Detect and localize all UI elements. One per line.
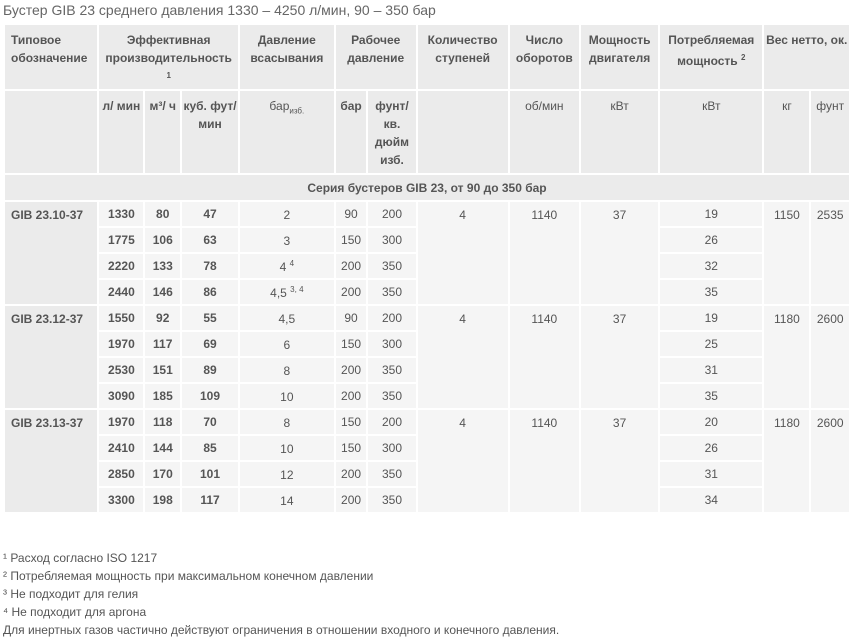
suction-cell [239, 253, 335, 279]
bar-cell: 200 [335, 253, 368, 279]
rpm-cell: 1140 [509, 305, 580, 409]
suction-value: 2 [283, 207, 291, 222]
power-cell: 25 [659, 331, 763, 357]
header-row [4, 24, 850, 90]
lmin-cell: 2850 [98, 461, 144, 487]
power-cell: 34 [659, 487, 763, 513]
power-cell: 26 [659, 227, 763, 253]
specs-table [3, 23, 851, 514]
psig-cell: 200 [367, 305, 416, 331]
suction-value: 4,5 [270, 285, 287, 300]
lmin-cell: 1970 [98, 331, 144, 357]
footnote: ¹ Расход согласно ISO 1217 [3, 551, 158, 565]
m3h-cell: 118 [144, 409, 181, 435]
unit-kg: кг [763, 90, 810, 174]
suction-cell [239, 201, 335, 227]
suction-value: 12 [280, 467, 294, 482]
footnote: ⁴ Не подходит для аргона [3, 605, 147, 619]
lmin-cell: 2220 [98, 253, 144, 279]
bar-cell: 200 [335, 357, 368, 383]
m3h-cell: 117 [144, 331, 181, 357]
weight-kg-cell: 1180 [763, 409, 810, 513]
col-header-working: Рабочее давление [335, 24, 417, 90]
model-cell: GIB 23.10-37 [4, 201, 98, 305]
unit-psig: фунт/ кв. дюйм изб. [367, 90, 416, 174]
power-cell: 31 [659, 461, 763, 487]
cfm-cell: 117 [181, 487, 239, 513]
power-cell: 26 [659, 435, 763, 461]
bar-cell: 200 [335, 383, 368, 409]
suction-value: 10 [280, 389, 294, 404]
lmin-cell: 1550 [98, 305, 144, 331]
unit-cell-empty [4, 90, 98, 174]
col-header-model: Типовое обозначение [4, 24, 98, 90]
rpm-cell: 1140 [509, 409, 580, 513]
psig-cell: 350 [367, 357, 416, 383]
lmin-cell: 2530 [98, 357, 144, 383]
unit-kw-consumed: кВт [659, 90, 763, 174]
table-row [4, 201, 850, 227]
rpm-cell: 1140 [509, 201, 580, 305]
unit-stages-empty [417, 90, 509, 174]
psig-cell: 300 [367, 331, 416, 357]
bar-cell: 200 [335, 279, 368, 305]
suction-cell [239, 227, 335, 253]
cfm-cell: 78 [181, 253, 239, 279]
psig-cell: 200 [367, 201, 416, 227]
stages-cell: 4 [417, 305, 509, 409]
col-header-suction: Давление всасывания [239, 24, 335, 90]
suction-value: 8 [283, 363, 291, 378]
m3h-cell: 92 [144, 305, 181, 331]
m3h-cell: 198 [144, 487, 181, 513]
m3h-cell: 133 [144, 253, 181, 279]
units-row [4, 90, 850, 174]
bar-cell: 150 [335, 435, 368, 461]
bar-cell: 150 [335, 227, 368, 253]
psig-cell: 350 [367, 279, 416, 305]
unit-bar-g: бар$_{изб.}$ [239, 90, 335, 174]
bar-cell: 90 [335, 305, 368, 331]
bar-cell: 90 [335, 201, 368, 227]
suction-cell [239, 331, 335, 357]
m3h-cell: 80 [144, 201, 181, 227]
unit-bar: бар [335, 90, 368, 174]
psig-cell: 200 [367, 409, 416, 435]
m3h-cell: 106 [144, 227, 181, 253]
suction-cell [239, 279, 335, 305]
groups-body [4, 201, 850, 513]
motor-cell: 37 [580, 305, 659, 409]
suction-cell [239, 461, 335, 487]
lmin-cell: 3300 [98, 487, 144, 513]
series-label: Серия бустеров GIB 23, от 90 до 350 бар [4, 174, 850, 201]
footnote: ³ Не подходит для гелия [3, 587, 139, 601]
power-cell: 32 [659, 253, 763, 279]
series-row [4, 174, 850, 201]
table-row [4, 305, 850, 331]
unit-lmin: л/ мин [98, 90, 144, 174]
suction-cell [239, 383, 335, 409]
suction-cell [239, 305, 335, 331]
suction-footnote-ref: 3, 4 [290, 284, 304, 294]
col-header-rpm: Число оборотов [509, 24, 580, 90]
psig-cell: 350 [367, 487, 416, 513]
stages-cell: 4 [417, 201, 509, 305]
lmin-cell: 1775 [98, 227, 144, 253]
psig-cell: 350 [367, 383, 416, 409]
cfm-cell: 86 [181, 279, 239, 305]
psig-cell: 350 [367, 461, 416, 487]
cfm-cell: 69 [181, 331, 239, 357]
suction-value: 4,5 [278, 311, 296, 326]
footnote: ² Потребляемая мощность при максимальном конечном давлении [3, 569, 374, 583]
col-header-stages: Количество ступеней [417, 24, 509, 90]
suction-value: 6 [283, 337, 291, 352]
unit-kw-motor: кВт [580, 90, 659, 174]
power-cell: 19 [659, 305, 763, 331]
cfm-cell: 63 [181, 227, 239, 253]
m3h-cell: 151 [144, 357, 181, 383]
power-cell: 35 [659, 279, 763, 305]
power-cell: 31 [659, 357, 763, 383]
motor-cell: 37 [580, 201, 659, 305]
power-cell: 19 [659, 201, 763, 227]
psig-cell: 350 [367, 253, 416, 279]
table-row [4, 409, 850, 435]
stages-cell: 4 [417, 409, 509, 513]
power-cell: 35 [659, 383, 763, 409]
motor-cell: 37 [580, 409, 659, 513]
bar-cell: 200 [335, 461, 368, 487]
suction-footnote-ref: 4 [289, 258, 295, 268]
suction-cell [239, 487, 335, 513]
footnotes [3, 549, 559, 639]
cfm-cell: 101 [181, 461, 239, 487]
bar-cell: 200 [335, 487, 368, 513]
cfm-cell: 85 [181, 435, 239, 461]
model-cell: GIB 23.12-37 [4, 305, 98, 409]
bar-cell: 150 [335, 331, 368, 357]
footnote: Для инертных газов частично действуют ограничения в отношении входного и конечного давления. [3, 623, 560, 637]
suction-cell [239, 357, 335, 383]
suction-value: 10 [280, 441, 294, 456]
weight-lb-cell: 2600 [810, 409, 850, 513]
cfm-cell: 70 [181, 409, 239, 435]
col-header-consumed: Потребляемая мощность $^2$ [659, 24, 763, 90]
bar-cell: 150 [335, 409, 368, 435]
suction-value: 14 [280, 493, 294, 508]
lmin-cell: 1970 [98, 409, 144, 435]
weight-lb-cell: 2600 [810, 305, 850, 409]
cfm-cell: 47 [181, 201, 239, 227]
suction-cell [239, 409, 335, 435]
model-cell: GIB 23.13-37 [4, 409, 98, 513]
cfm-cell: 109 [181, 383, 239, 409]
m3h-cell: 185 [144, 383, 181, 409]
suction-value: 8 [283, 415, 291, 430]
m3h-cell: 144 [144, 435, 181, 461]
unit-cfm: куб. фут/ мин [181, 90, 239, 174]
suction-value: 4 [279, 259, 287, 274]
psig-cell: 300 [367, 435, 416, 461]
col-header-capacity: Эффективная производительность $^1$ [98, 24, 238, 90]
suction-cell [239, 435, 335, 461]
cfm-cell: 55 [181, 305, 239, 331]
weight-kg-cell: 1150 [763, 201, 810, 305]
cfm-cell: 89 [181, 357, 239, 383]
col-header-weight: Вес нетто, ок. [763, 24, 850, 90]
unit-m3h: м³/ ч [144, 90, 181, 174]
unit-rpm: об/мин [509, 90, 580, 174]
unit-lb: фунт [810, 90, 850, 174]
col-header-motor: Мощность двигателя [580, 24, 659, 90]
m3h-cell: 170 [144, 461, 181, 487]
lmin-cell: 2440 [98, 279, 144, 305]
m3h-cell: 146 [144, 279, 181, 305]
lmin-cell: 3090 [98, 383, 144, 409]
power-cell: 20 [659, 409, 763, 435]
suction-value: 3 [283, 233, 291, 248]
lmin-cell: 1330 [98, 201, 144, 227]
weight-kg-cell: 1180 [763, 305, 810, 409]
lmin-cell: 2410 [98, 435, 144, 461]
page-title: Бустер GIB 23 среднего давления 1330 – 4250 л/мин, 90 – 350 бар [3, 2, 436, 18]
psig-cell: 300 [367, 227, 416, 253]
weight-lb-cell: 2535 [810, 201, 850, 305]
